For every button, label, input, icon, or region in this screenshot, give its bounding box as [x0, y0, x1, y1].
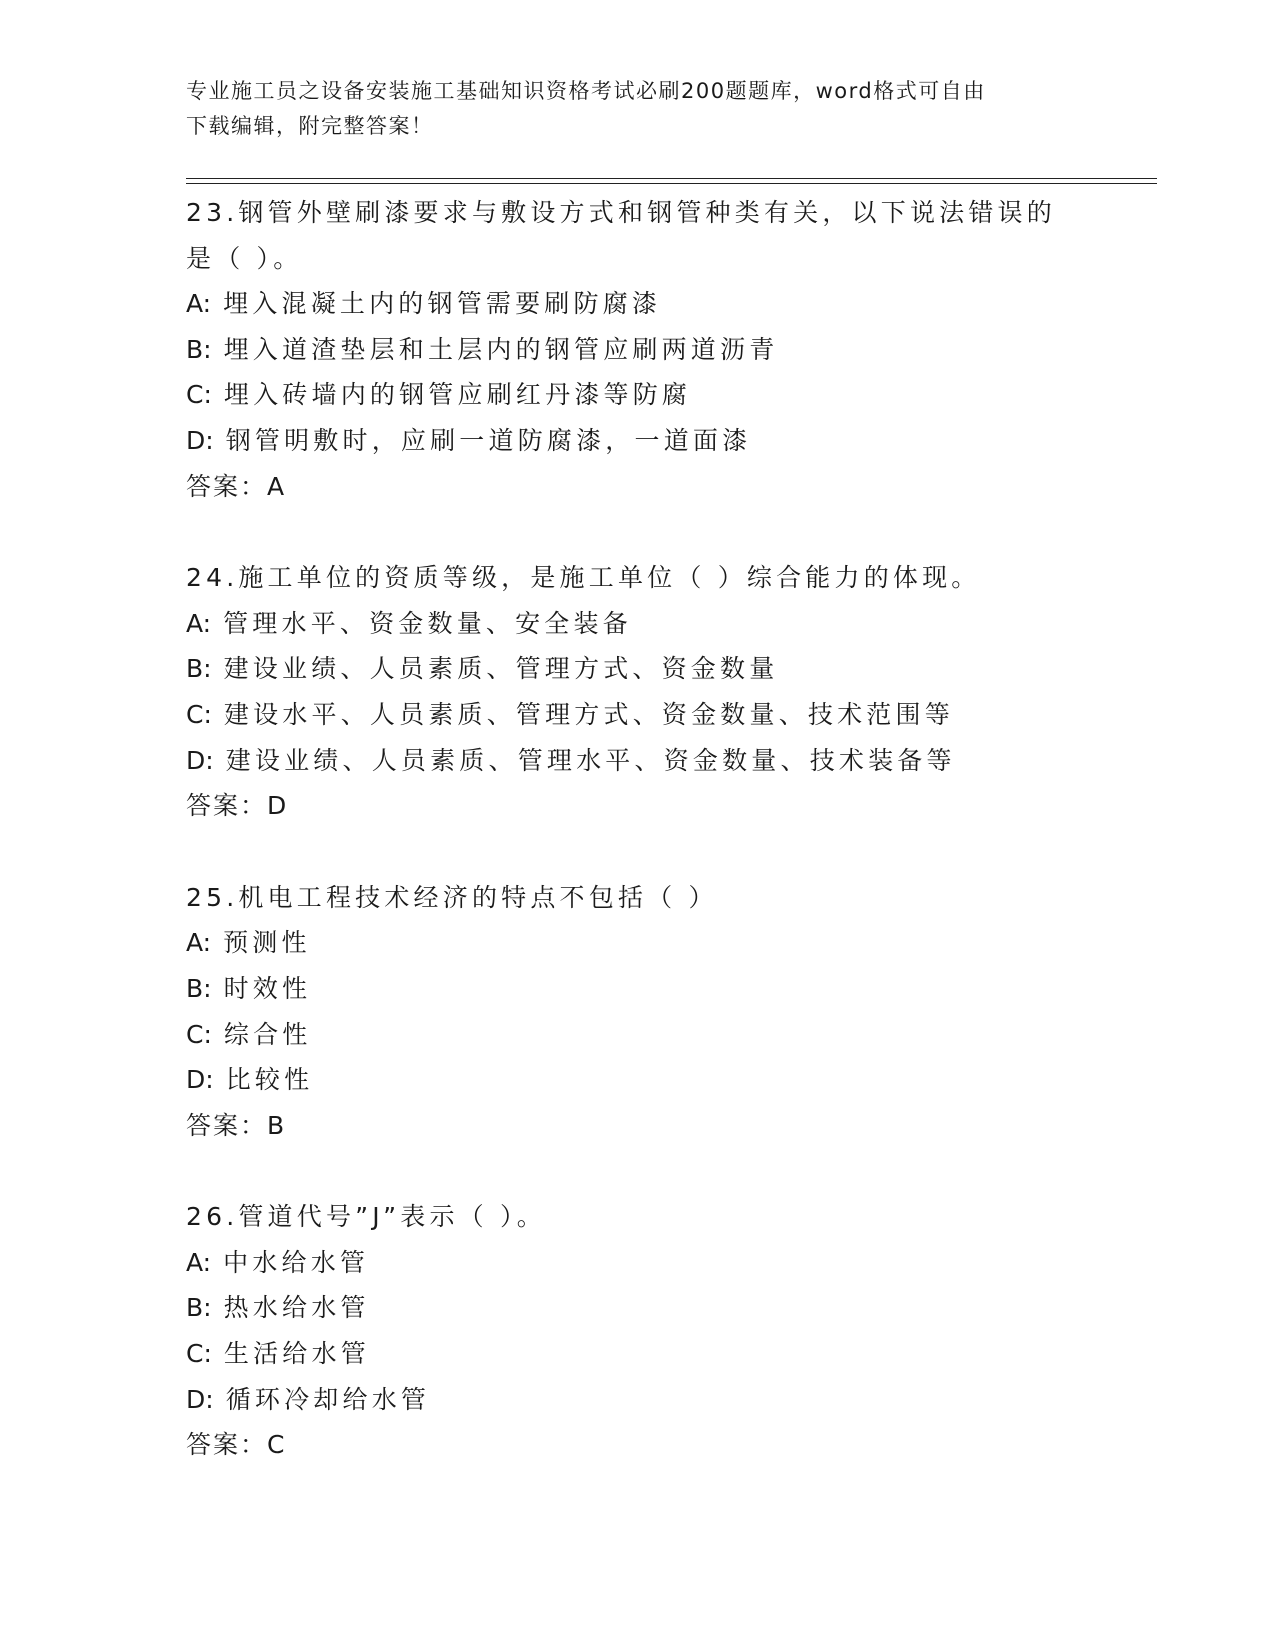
- question-stem: 23.钢管外壁刷漆要求与敷设方式和钢管种类有关，以下说法错误的是（ ）。: [186, 198, 1056, 273]
- answer-value: C: [267, 1430, 285, 1460]
- option-d: D: 循环冷却给水管: [186, 1384, 431, 1414]
- question-25: [186, 875, 1086, 1149]
- answer-value: B: [267, 1110, 285, 1140]
- question-26: [186, 1194, 1086, 1468]
- header-divider-top: [186, 178, 1157, 179]
- document-header: [186, 74, 1066, 144]
- answer-value: A: [267, 471, 285, 501]
- header-divider-bottom: [186, 183, 1157, 184]
- question-stem: 24.施工单位的资质等级，是施工单位（ ）综合能力的体现。: [186, 563, 981, 593]
- option-a: A: 预测性: [186, 928, 311, 958]
- option-a: A: 中水给水管: [186, 1247, 370, 1277]
- question-23: [186, 190, 1086, 509]
- question-list: [186, 190, 1086, 1468]
- option-d: D: 建设业绩、人员素质、管理水平、资金数量、技术装备等: [186, 745, 956, 775]
- option-d: D: 比较性: [186, 1065, 314, 1095]
- answer: 答案：B: [186, 1110, 285, 1140]
- answer: 答案：D: [186, 791, 287, 821]
- answer-value: D: [267, 791, 287, 821]
- option-b: B: 热水给水管: [186, 1293, 370, 1323]
- option-c: C: 生活给水管: [186, 1339, 370, 1369]
- option-b: B: 埋入道渣垫层和土层内的钢管应刷两道沥青: [186, 334, 779, 364]
- header-line-1: 专业施工员之设备安装施工基础知识资格考试必刷200题题库，word格式可自由: [186, 79, 986, 103]
- option-c: C: 埋入砖墙内的钢管应刷红丹漆等防腐: [186, 380, 692, 410]
- answer: 答案：C: [186, 1430, 285, 1460]
- option-a: A: 管理水平、资金数量、安全装备: [186, 608, 632, 638]
- option-c: C: 综合性: [186, 1019, 312, 1049]
- question-24: [186, 555, 1086, 829]
- option-a: A: 埋入混凝土内的钢管需要刷防腐漆: [186, 289, 662, 319]
- option-d: D: 钢管明敷时，应刷一道防腐漆，一道面漆: [186, 425, 752, 455]
- option-c: C: 建设水平、人员素质、管理方式、资金数量、技术范围等: [186, 699, 954, 729]
- answer: 答案：A: [186, 471, 285, 501]
- header-line-2: 下载编辑，附完整答案！: [186, 114, 434, 138]
- question-stem: 25.机电工程技术经济的特点不包括（ ）: [186, 882, 718, 912]
- option-b: B: 建设业绩、人员素质、管理方式、资金数量: [186, 654, 779, 684]
- option-b: B: 时效性: [186, 973, 312, 1003]
- question-stem: 26.管道代号”J”表示（ ）。: [186, 1202, 546, 1232]
